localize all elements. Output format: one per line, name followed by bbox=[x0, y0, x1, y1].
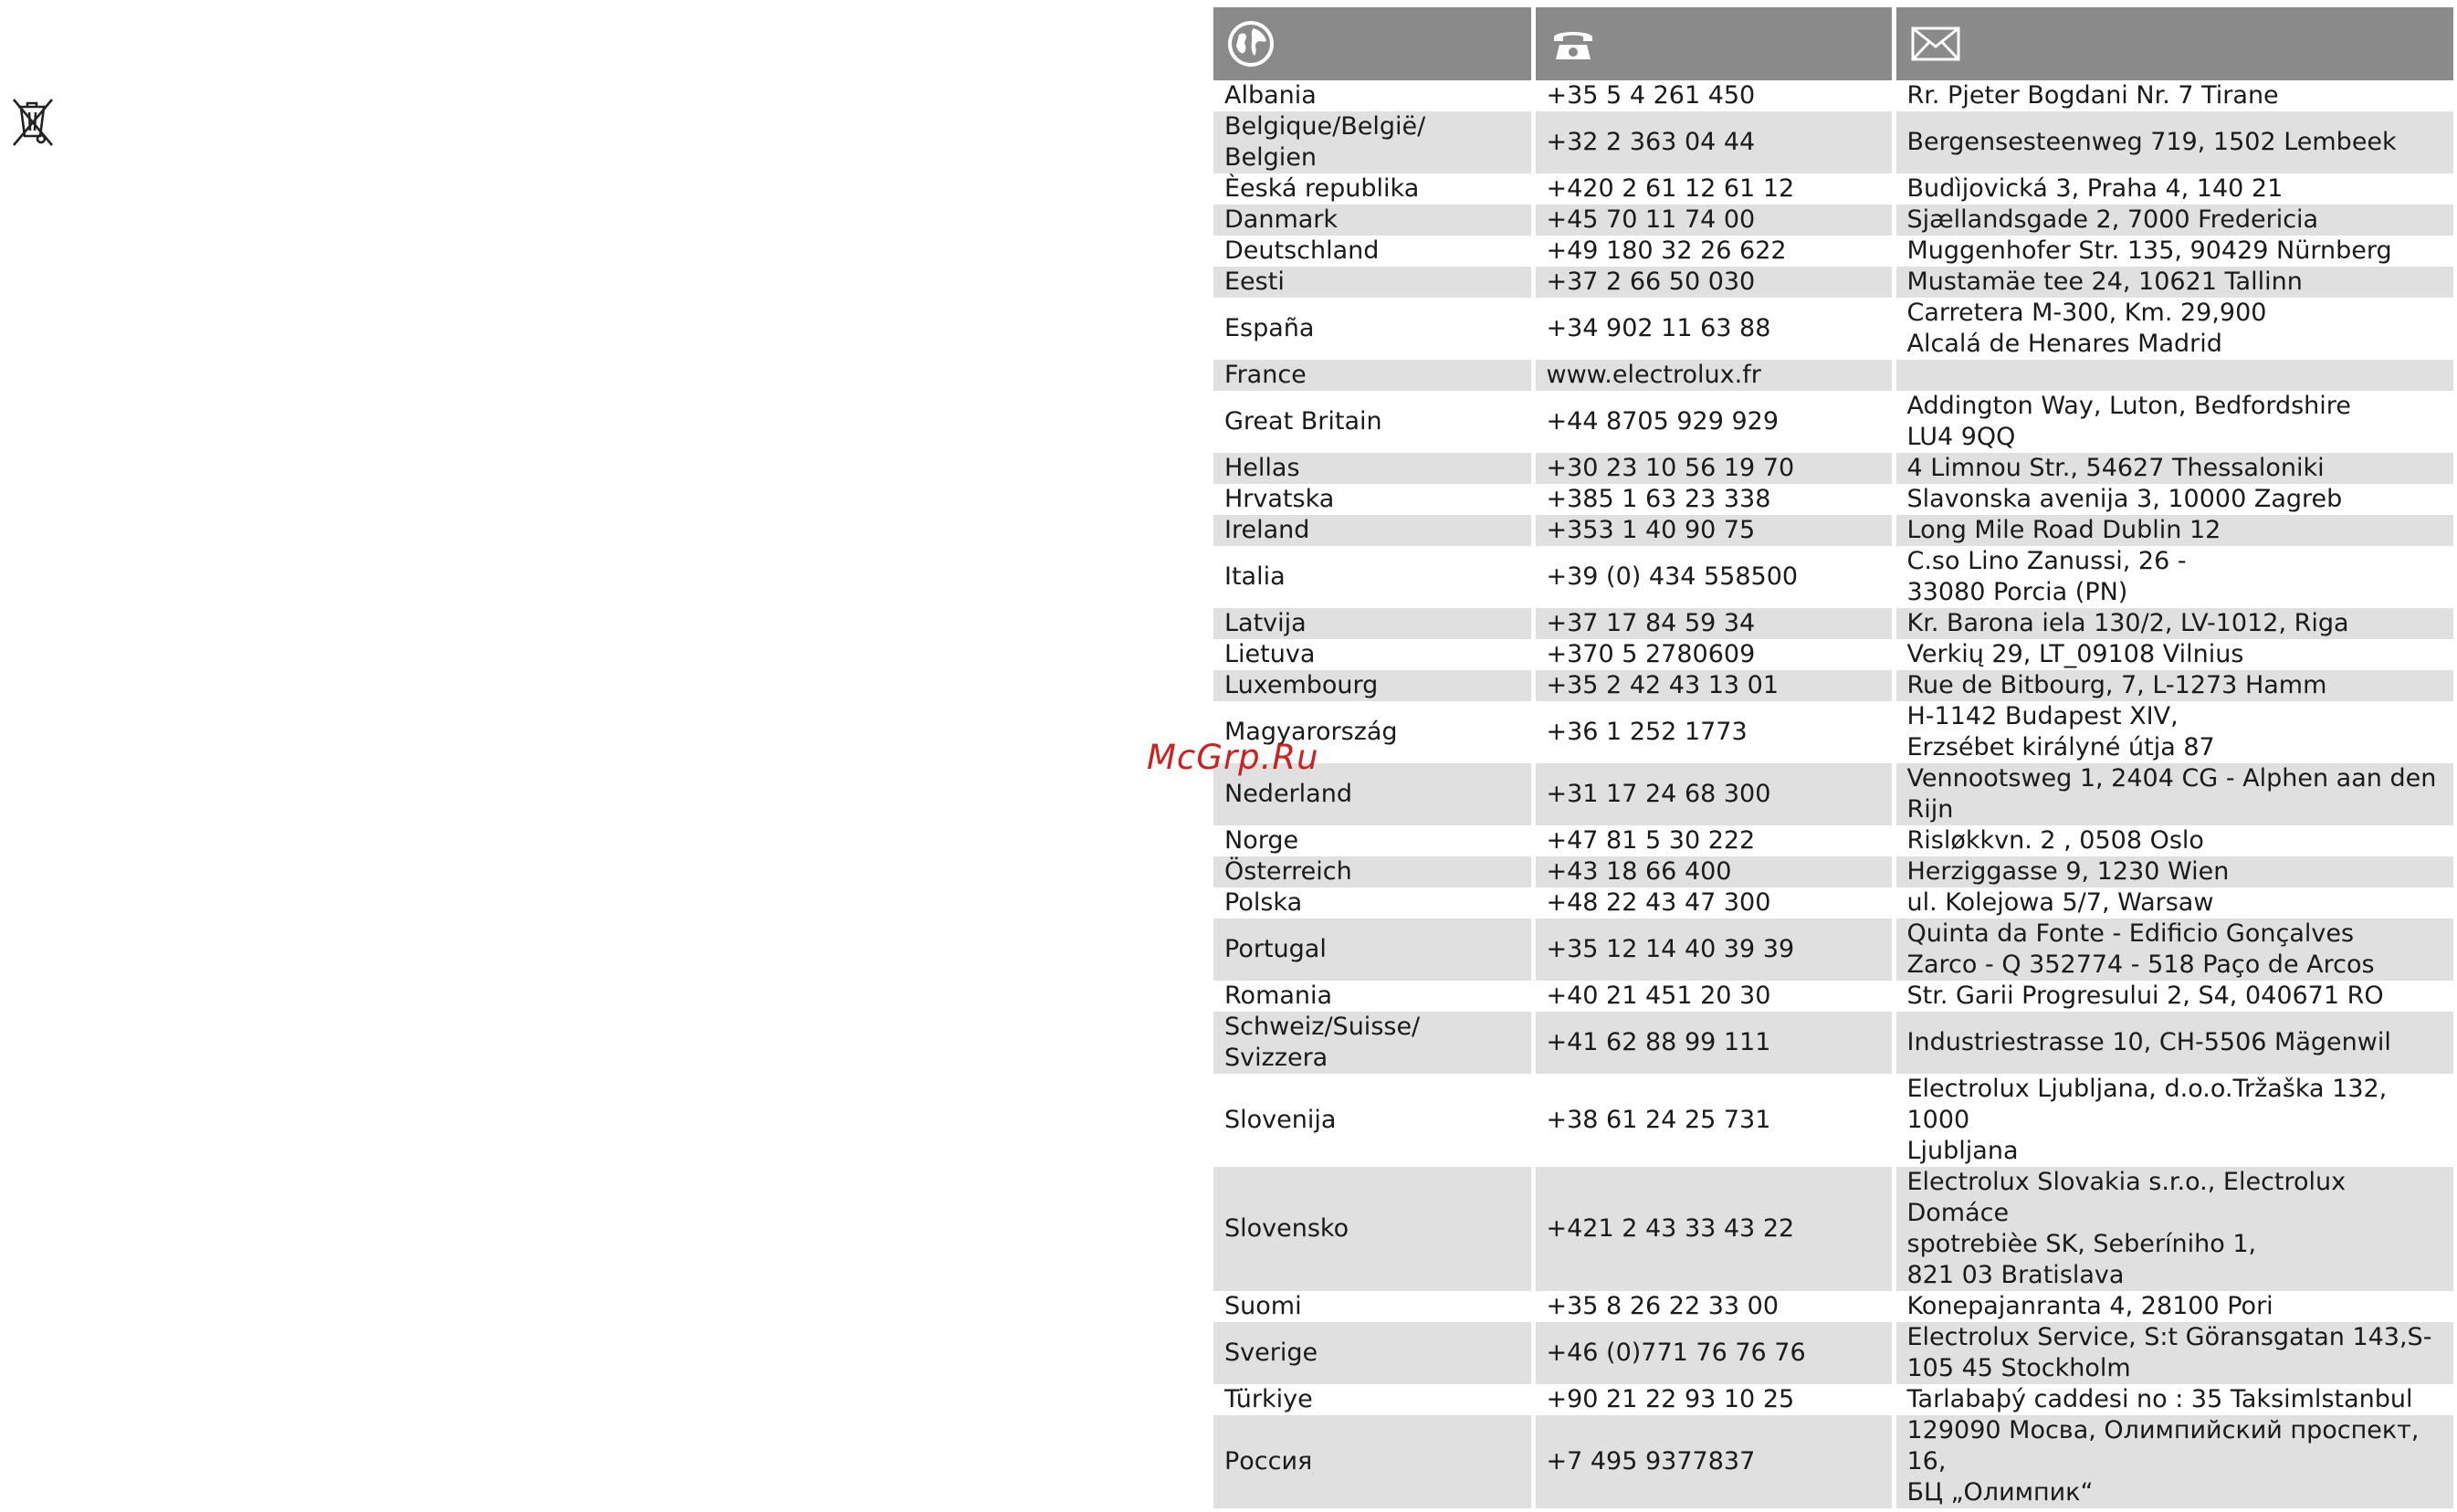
table-row bbox=[1213, 1291, 2453, 1322]
address-cell: Tarlabaþý caddesi no : 35 Taksimlstanbul bbox=[1894, 1384, 2453, 1415]
country-cell: Россия bbox=[1213, 1415, 1533, 1508]
table-row bbox=[1213, 639, 2453, 670]
address-cell: Rue de Bitbourg, 7, L-1273 Hamm bbox=[1894, 670, 2453, 701]
country-cell: Österreich bbox=[1213, 856, 1533, 887]
country-cell: Slovenija bbox=[1213, 1074, 1533, 1167]
phone-cell: +38 61 24 25 731 bbox=[1533, 1074, 1894, 1167]
address-cell: Addington Way, Luton, Bedfordshire LU4 9QQ bbox=[1894, 391, 2453, 453]
phone-cell: +46 (0)771 76 76 76 bbox=[1533, 1322, 1894, 1384]
address-cell: Vennootsweg 1, 2404 CG - Alphen aan den Rijn bbox=[1894, 763, 2453, 825]
phone-cell: +35 5 4 261 450 bbox=[1533, 80, 1894, 111]
table-row bbox=[1213, 80, 2453, 111]
phone-cell: +49 180 32 26 622 bbox=[1533, 236, 1894, 267]
address-cell: Herziggasse 9, 1230 Wien bbox=[1894, 856, 2453, 887]
country-cell: Latvija bbox=[1213, 608, 1533, 639]
phone-cell: +35 12 14 40 39 39 bbox=[1533, 919, 1894, 981]
address-cell: Muggenhofer Str. 135, 90429 Nürnberg bbox=[1894, 236, 2453, 267]
phone-cell: +370 5 2780609 bbox=[1533, 639, 1894, 670]
phone-cell: +30 23 10 56 19 70 bbox=[1533, 453, 1894, 484]
table-row bbox=[1213, 1012, 2453, 1074]
country-cell: Lietuva bbox=[1213, 639, 1533, 670]
table-row bbox=[1213, 670, 2453, 701]
table-row bbox=[1213, 981, 2453, 1012]
country-cell: Belgique/België/ Belgien bbox=[1213, 111, 1533, 173]
address-cell: ul. Kolejowa 5/7, Warsaw bbox=[1894, 887, 2453, 919]
country-cell: Èeská republika bbox=[1213, 173, 1533, 205]
service-contacts-table bbox=[1213, 7, 2453, 1508]
country-cell: Polska bbox=[1213, 887, 1533, 919]
phone-cell: +35 8 26 22 33 00 bbox=[1533, 1291, 1894, 1322]
country-cell: France bbox=[1213, 360, 1533, 391]
table-row bbox=[1213, 236, 2453, 267]
telephone-icon bbox=[1549, 19, 1598, 68]
table-row bbox=[1213, 111, 2453, 173]
table-row bbox=[1213, 484, 2453, 515]
table-header-row bbox=[1213, 7, 2453, 80]
country-cell: Danmark bbox=[1213, 205, 1533, 236]
address-cell: 129090 Мосва, Олимпийский проспект, 16, БЦ „Олимпик“ bbox=[1894, 1415, 2453, 1508]
address-cell: H-1142 Budapest XIV, Erzsébet királyné útja 87 bbox=[1894, 701, 2453, 763]
table-row bbox=[1213, 919, 2453, 981]
watermark-text: McGrp.Ru bbox=[1147, 738, 1319, 777]
table-row bbox=[1213, 1167, 2453, 1291]
address-cell: 4 Limnou Str., 54627 Thessaloniki bbox=[1894, 453, 2453, 484]
table-row bbox=[1213, 763, 2453, 825]
country-cell: Sverige bbox=[1213, 1322, 1533, 1384]
phone-cell: +40 21 451 20 30 bbox=[1533, 981, 1894, 1012]
address-cell: Budìjovická 3, Praha 4, 140 21 bbox=[1894, 173, 2453, 205]
address-cell: Slavonska avenija 3, 10000 Zagreb bbox=[1894, 484, 2453, 515]
address-cell: Rr. Pjeter Bogdani Nr. 7 Tirane bbox=[1894, 80, 2453, 111]
phone-cell: +41 62 88 99 111 bbox=[1533, 1012, 1894, 1074]
country-cell: Portugal bbox=[1213, 919, 1533, 981]
phone-cell: +34 902 11 63 88 bbox=[1533, 298, 1894, 360]
country-cell: Deutschland bbox=[1213, 236, 1533, 267]
table-row bbox=[1213, 1322, 2453, 1384]
table-row bbox=[1213, 173, 2453, 205]
country-cell: España bbox=[1213, 298, 1533, 360]
phone-cell: +36 1 252 1773 bbox=[1533, 701, 1894, 763]
phone-cell: +90 21 22 93 10 25 bbox=[1533, 1384, 1894, 1415]
phone-cell: +421 2 43 33 43 22 bbox=[1533, 1167, 1894, 1291]
phone-cell: +47 81 5 30 222 bbox=[1533, 825, 1894, 856]
country-cell: Hrvatska bbox=[1213, 484, 1533, 515]
country-column-header bbox=[1213, 7, 1533, 80]
table-row bbox=[1213, 608, 2453, 639]
address-cell: Verkių 29, LT_09108 Vilnius bbox=[1894, 639, 2453, 670]
address-cell: Quinta da Fonte - Edificio Gonçalves Zarco - Q 352774 - 518 Paço de Arcos bbox=[1894, 919, 2453, 981]
phone-cell: +44 8705 929 929 bbox=[1533, 391, 1894, 453]
address-cell: Electrolux Service, S:t Göransgatan 143,S- 105 45 Stockholm bbox=[1894, 1322, 2453, 1384]
country-cell: Hellas bbox=[1213, 453, 1533, 484]
country-cell: Suomi bbox=[1213, 1291, 1533, 1322]
table-row bbox=[1213, 825, 2453, 856]
table-row bbox=[1213, 1384, 2453, 1415]
globe-icon bbox=[1226, 19, 1276, 68]
country-cell: Albania bbox=[1213, 80, 1533, 111]
address-cell: Str. Garii Progresului 2, S4, 040671 RO bbox=[1894, 981, 2453, 1012]
address-cell: Electrolux Ljubljana, d.o.o.Tržaška 132, 1000 Ljubljana bbox=[1894, 1074, 2453, 1167]
address-cell: Sjællandsgade 2, 7000 Fredericia bbox=[1894, 205, 2453, 236]
phone-cell: +420 2 61 12 61 12 bbox=[1533, 173, 1894, 205]
phone-cell: +7 495 9377837 bbox=[1533, 1415, 1894, 1508]
phone-cell: +31 17 24 68 300 bbox=[1533, 763, 1894, 825]
country-cell: Slovensko bbox=[1213, 1167, 1533, 1291]
phone-cell: +43 18 66 400 bbox=[1533, 856, 1894, 887]
country-cell: Eesti bbox=[1213, 267, 1533, 298]
country-cell: Italia bbox=[1213, 546, 1533, 608]
address-cell: Electrolux Slovakia s.r.o., Electrolux Domáce spotrebièe SK, Seberíniho 1, 821 03 Bratislava bbox=[1894, 1167, 2453, 1291]
envelope-icon bbox=[1909, 19, 1962, 68]
country-cell: Türkiye bbox=[1213, 1384, 1533, 1415]
phone-cell: +35 2 42 43 13 01 bbox=[1533, 670, 1894, 701]
table-row bbox=[1213, 298, 2453, 360]
address-cell: Kr. Barona iela 130/2, LV-1012, Riga bbox=[1894, 608, 2453, 639]
address-cell: Bergensesteenweg 719, 1502 Lembeek bbox=[1894, 111, 2453, 173]
address-cell: C.so Lino Zanussi, 26 - 33080 Porcia (PN) bbox=[1894, 546, 2453, 608]
country-cell: Great Britain bbox=[1213, 391, 1533, 453]
address-cell: Industriestrasse 10, CH-5506 Mägenwil bbox=[1894, 1012, 2453, 1074]
address-cell: Konepajanranta 4, 28100 Pori bbox=[1894, 1291, 2453, 1322]
phone-cell: +353 1 40 90 75 bbox=[1533, 515, 1894, 546]
phone-cell: +385 1 63 23 338 bbox=[1533, 484, 1894, 515]
table-row bbox=[1213, 515, 2453, 546]
country-cell: Magyarország bbox=[1213, 701, 1533, 763]
crossed-out-bin-icon bbox=[9, 96, 57, 149]
phone-cell: www.electrolux.fr bbox=[1533, 360, 1894, 391]
phone-cell: +37 2 66 50 030 bbox=[1533, 267, 1894, 298]
address-cell: Risløkkvn. 2 , 0508 Oslo bbox=[1894, 825, 2453, 856]
phone-cell: +48 22 43 47 300 bbox=[1533, 887, 1894, 919]
country-cell: Luxembourg bbox=[1213, 670, 1533, 701]
table-row bbox=[1213, 205, 2453, 236]
table-row bbox=[1213, 360, 2453, 391]
phone-cell: +32 2 363 04 44 bbox=[1533, 111, 1894, 173]
table-row bbox=[1213, 546, 2453, 608]
phone-column-header bbox=[1533, 7, 1894, 80]
phone-cell: +39 (0) 434 558500 bbox=[1533, 546, 1894, 608]
table-row bbox=[1213, 453, 2453, 484]
country-cell: Schweiz/Suisse/ Svizzera bbox=[1213, 1012, 1533, 1074]
phone-cell: +45 70 11 74 00 bbox=[1533, 205, 1894, 236]
table-row bbox=[1213, 391, 2453, 453]
country-cell: Romania bbox=[1213, 981, 1533, 1012]
table-row bbox=[1213, 1415, 2453, 1508]
table-row bbox=[1213, 856, 2453, 887]
country-cell: Norge bbox=[1213, 825, 1533, 856]
address-cell bbox=[1894, 360, 2453, 391]
phone-cell: +37 17 84 59 34 bbox=[1533, 608, 1894, 639]
table-row bbox=[1213, 267, 2453, 298]
address-cell: Long Mile Road Dublin 12 bbox=[1894, 515, 2453, 546]
address-column-header bbox=[1894, 7, 2453, 80]
address-cell: Mustamäe tee 24, 10621 Tallinn bbox=[1894, 267, 2453, 298]
country-cell: Ireland bbox=[1213, 515, 1533, 546]
table-row bbox=[1213, 887, 2453, 919]
table-row bbox=[1213, 701, 2453, 763]
table-row bbox=[1213, 1074, 2453, 1167]
address-cell: Carretera M-300, Km. 29,900 Alcalá de Henares Madrid bbox=[1894, 298, 2453, 360]
country-cell: Nederland bbox=[1213, 763, 1533, 825]
